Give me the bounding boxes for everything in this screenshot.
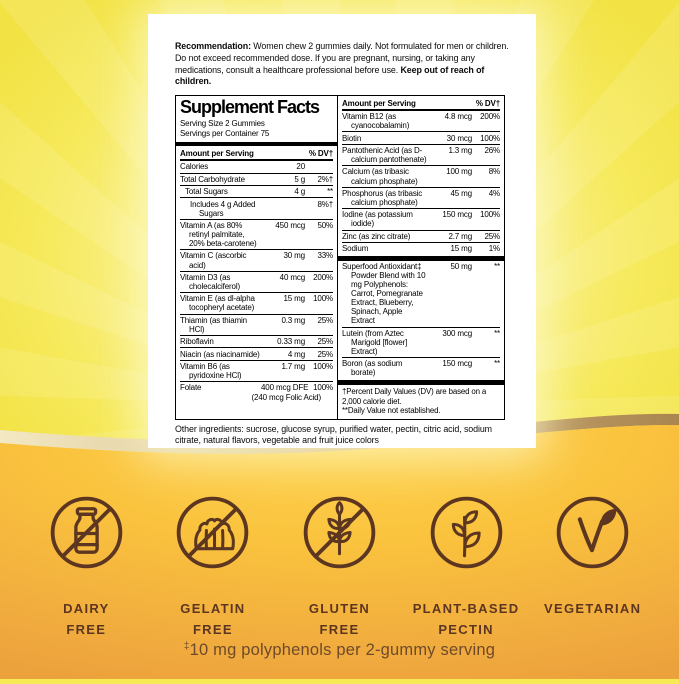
nutrient-name: Sodium	[342, 244, 369, 254]
badge-label: GLUTEN FREE	[308, 601, 371, 637]
nutrient-name: Phosphorus (as tribasic calcium phosphate)	[342, 188, 423, 207]
no-dairy-icon	[40, 486, 133, 579]
nutrient-dv: 25%	[317, 349, 333, 359]
supplement-facts-title: Supplement Facts	[180, 97, 320, 117]
nutrient-row	[342, 165, 500, 186]
nutrient-row	[342, 144, 500, 165]
nutrient-dv: 200%	[480, 112, 500, 122]
header-percent-dv: % DV†	[308, 148, 333, 158]
nutrient-row	[180, 173, 333, 185]
header-percent-dv: % DV†	[475, 98, 500, 108]
dv-footnote-1: †Percent Daily Values (DV) are based on a 2,000 calorie diet.	[342, 386, 487, 406]
nutrient-dv: 4%	[488, 188, 500, 198]
nutrient-amount: 0.33 mg	[277, 337, 305, 347]
recommendation-lead: Recommendation:	[175, 41, 251, 51]
nutrient-row	[180, 335, 333, 347]
nutrient-name: Biotin	[342, 133, 362, 143]
nutrient-amount: 4 g	[294, 187, 305, 197]
nutrient-dv: 8%	[488, 167, 500, 177]
left-nutrient-rows	[180, 161, 333, 403]
nutrient-amount: 5 g	[294, 174, 305, 184]
facts-right-column	[338, 96, 504, 419]
nutrient-dv: 100%	[313, 362, 333, 372]
nutrient-amount: 45 mg	[450, 188, 472, 198]
nutrient-amount: 300 mcg	[442, 328, 472, 338]
nutrient-row	[342, 327, 500, 357]
badge-label: VEGETARIAN	[544, 601, 642, 616]
nutrient-amount: 20	[296, 162, 305, 172]
nutrient-name: Riboflavin	[180, 337, 214, 347]
nutrient-row	[180, 249, 333, 270]
dv-footnotes	[342, 385, 500, 416]
nutrient-amount: 400 mcg DFE	[261, 383, 309, 393]
nutrient-name: Includes 4 g Added Sugars	[190, 199, 256, 218]
nutrient-amount: 4.8 mcg	[444, 112, 472, 122]
nutrient-amount: 40 mcg	[279, 272, 305, 282]
badge-gluten-free	[276, 486, 403, 641]
nutrient-amount: 30 mg	[283, 251, 305, 261]
nutrient-row	[342, 208, 500, 229]
nutrient-amount: 100 mg	[446, 167, 472, 177]
nutrient-name: Vitamin B6 (as pyridoxine HCl)	[180, 362, 242, 381]
nutrient-dv: 26%	[484, 146, 500, 156]
nutrient-name: Vitamin A (as 80% retinyl palmitate, 20% beta-carotene)	[180, 221, 257, 249]
nutrient-dv: 33%	[317, 251, 333, 261]
nutrient-row	[180, 381, 333, 402]
other-ingredients: Other ingredients: sucrose, glucose syrup, purified water, pectin, citric acid, sodium citrate, natural flavors, vegetable and fruit juice colors	[175, 423, 492, 446]
no-gelatin-icon	[166, 486, 259, 579]
nutrient-name: Folate	[180, 383, 202, 393]
nutrient-name: Vitamin D3 (as cholecalciferol)	[180, 272, 240, 291]
header-amount-per-serving: Amount per Serving	[180, 148, 254, 158]
badge-vegetarian	[529, 486, 656, 641]
nutrient-name: Calories	[180, 162, 209, 172]
supplement-label-card	[148, 14, 536, 448]
feature-badges	[23, 486, 656, 641]
badge-plant-based-pectin	[403, 486, 530, 641]
nutrient-name: Niacin (as niacinamide)	[180, 349, 260, 359]
nutrient-dv: 100%	[313, 294, 333, 304]
nutrient-name: Vitamin B12 (as cyanocobalamin)	[342, 112, 410, 131]
nutrient-dv: **	[327, 187, 333, 197]
nutrient-dv: 100%	[480, 210, 500, 220]
header-amount-per-serving: Amount per Serving	[342, 98, 416, 108]
nutrient-name: Vitamin E (as dl-alpha tocopheryl acetate)	[180, 294, 255, 313]
nutrient-dv: 200%	[313, 272, 333, 282]
nutrient-row	[180, 197, 333, 218]
nutrient-row	[180, 314, 333, 335]
nutrient-dv: **	[494, 328, 500, 338]
nutrient-row	[180, 219, 333, 249]
nutrient-amount: 150 mcg	[442, 359, 472, 369]
nutrient-name: Boron (as sodium borate)	[342, 359, 403, 378]
nutrient-dv: 100%	[480, 133, 500, 143]
nutrient-amount: 1.7 mg	[281, 362, 305, 372]
nutrient-name: Zinc (as zinc citrate)	[342, 231, 411, 241]
nutrient-name: Iodine (as potassium iodide)	[342, 210, 413, 229]
nutrient-dv: 1%	[488, 244, 500, 254]
plant-based-pectin-icon	[420, 486, 513, 579]
nutrient-name: Superfood Antioxidant‡ Powder Blend with 10 mg Polyphenols: Carrot, Pomegranate Extract, Blueberry, Spinach, Apple Extract	[342, 262, 426, 326]
nutrient-row	[342, 230, 500, 242]
dv-footnote-2: **Daily Value not established.	[342, 406, 441, 416]
badge-label: GELATIN FREE	[180, 601, 246, 637]
recommendation-tail: Keep out of reach of children.	[175, 64, 485, 87]
serving-size: Serving Size 2 Gummies	[180, 118, 265, 128]
vegetarian-icon	[546, 486, 639, 579]
nutrient-row	[342, 131, 500, 143]
facts-left-column	[176, 96, 338, 419]
nutrient-row	[180, 271, 333, 292]
nutrient-amount: 1.3 mg	[448, 146, 472, 156]
badge-label: PLANT-BASED PECTIN	[412, 601, 520, 637]
recommendation-body: Women chew 2 gummies daily. Not formulated for men or children. Do not exceed recommended dose. If you are pregnant, nursing, or taking any medications, consult a healthcare professional before use.	[175, 41, 509, 75]
nutrient-amount: 4 mg	[287, 349, 305, 359]
no-gluten-icon	[293, 486, 386, 579]
nutrient-name: Total Carbohydrate	[180, 174, 245, 184]
right-nutrient-rows	[342, 111, 500, 385]
nutrient-row	[342, 261, 500, 327]
badge-dairy-free	[23, 486, 150, 641]
nutrient-name: Vitamin C (ascorbic acid)	[180, 251, 247, 270]
nutrient-row	[180, 161, 333, 172]
nutrient-dv: 25%	[484, 231, 500, 241]
nutrient-name: Pantothenic Acid (as D-calcium pantothenate)	[342, 146, 427, 165]
nutrient-amount: 2.7 mg	[448, 231, 472, 241]
nutrient-row	[342, 357, 500, 378]
nutrient-amount: 0.3 mg	[281, 315, 305, 325]
nutrient-row	[342, 187, 500, 208]
nutrient-row	[180, 292, 333, 313]
column-header-row	[342, 96, 500, 111]
nutrient-row	[342, 111, 500, 131]
nutrient-dv: 8%†	[317, 199, 333, 209]
nutrient-name: Calcium (as tribasic calcium phosphate)	[342, 167, 418, 186]
footnote-marker: ‡	[183, 641, 190, 652]
nutrient-sub-amount: (240 mcg Folic Acid)	[251, 392, 321, 402]
nutrient-amount: 450 mcg	[275, 221, 305, 231]
nutrient-dv: 25%	[317, 337, 333, 347]
nutrient-dv: **	[494, 359, 500, 369]
nutrient-row	[342, 242, 500, 254]
supplement-facts-table	[175, 95, 505, 420]
polyphenols-footnote	[0, 641, 679, 660]
nutrient-name: Total Sugars	[185, 187, 228, 197]
nutrient-row	[180, 185, 333, 197]
nutrient-amount: 15 mg	[283, 294, 305, 304]
badge-gelatin-free	[150, 486, 277, 641]
nutrient-row	[180, 347, 333, 359]
nutrient-dv: 100%	[313, 383, 333, 393]
nutrient-name: Thiamin (as thiamin HCl)	[180, 315, 247, 334]
nutrient-amount: 15 mg	[450, 244, 472, 254]
footnote-text: 10 mg polyphenols per 2-gummy serving	[189, 641, 496, 659]
nutrient-amount: 50 mg	[450, 262, 472, 272]
servings-per-container: Servings per Container 75	[180, 129, 270, 139]
nutrient-amount: 150 mcg	[442, 210, 472, 220]
nutrient-row	[180, 360, 333, 381]
nutrient-dv: 25%	[317, 315, 333, 325]
nutrient-name: Lutein (from Aztec Marigold [flower] Extract)	[342, 328, 408, 356]
recommendation-text	[175, 41, 513, 88]
nutrient-amount: 30 mcg	[446, 133, 472, 143]
nutrient-dv: **	[494, 262, 500, 272]
nutrient-dv: 50%	[317, 221, 333, 231]
column-header-row	[180, 146, 333, 161]
badge-label: DAIRY FREE	[63, 601, 110, 637]
nutrient-dv: 2%†	[317, 174, 333, 184]
